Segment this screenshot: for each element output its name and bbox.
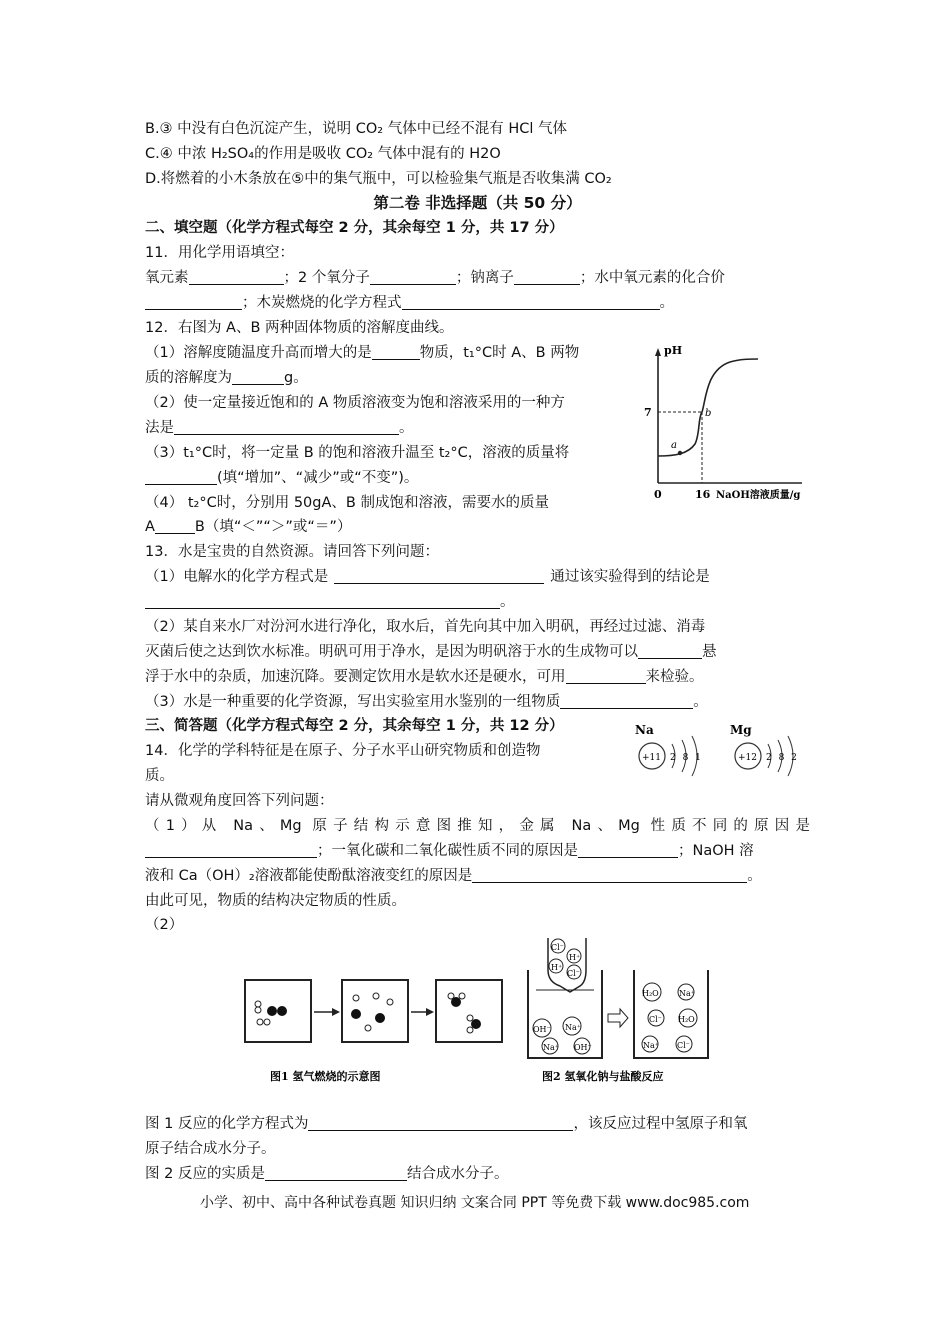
point-b-label: b	[705, 408, 712, 419]
hydrogen-atom	[353, 995, 359, 1001]
q14-part1-line3	[145, 864, 810, 888]
reaction-figures	[230, 930, 730, 1090]
hydrogen-atom	[387, 999, 393, 1005]
mg-label: Mg	[730, 723, 752, 737]
q14-text: 液和 Ca（OH）₂溶液都能使酚酞溶液变红的原因是	[145, 868, 473, 884]
q13-text: 悬	[702, 644, 717, 660]
q12-part4-line2	[145, 515, 810, 539]
answer-blank[interactable]	[232, 368, 284, 385]
q13-part2-line3	[145, 665, 810, 689]
fig-text: 图 2 反应的实质是	[145, 1166, 265, 1182]
arrow-1-head	[332, 1008, 340, 1016]
reaction-arrow	[608, 1009, 628, 1027]
answer-blank[interactable]	[145, 468, 217, 485]
fig1-caption: 图1 氢气燃烧的示意图	[270, 1070, 381, 1083]
point-a-label: a	[671, 440, 677, 451]
y-axis-label: pH	[664, 344, 683, 357]
q13-part2-line1: （2）某自来水厂对汾河水进行净化，取水后，首先向其中加入明矾，再经过过滤、消毒	[145, 619, 706, 635]
answer-blank[interactable]	[472, 866, 747, 883]
q12-text: 物质，t₁°C时 A、B 两物	[419, 345, 580, 361]
hydrogen-atom	[257, 1019, 263, 1025]
y-axis-arrow	[655, 348, 661, 356]
hydrogen-atom	[255, 1001, 261, 1007]
point-a	[678, 451, 682, 455]
atom-structure-diagrams	[630, 718, 810, 788]
ion-label: H₂O	[678, 1015, 695, 1024]
hydrogen-atom	[255, 1007, 261, 1013]
q14-text: ；NaOH 溶	[678, 843, 754, 859]
answer-blank[interactable]	[145, 841, 317, 858]
fig-text: ，该反应过程中氢原子和氧	[573, 1116, 748, 1132]
q11-line-1	[145, 266, 810, 290]
answer-blank[interactable]	[370, 268, 456, 285]
ion-label: Na⁺	[543, 1043, 559, 1052]
fig1-box-atoms	[342, 980, 408, 1042]
answer-blank[interactable]	[265, 1164, 407, 1181]
oxygen-atom	[267, 1006, 277, 1016]
q13-text: （3）水是一种重要的化学资源，写出实验室用水鉴别的一组物质	[145, 694, 561, 710]
answer-blank[interactable]	[638, 642, 702, 659]
q11-title: 11．用化学用语填空：	[145, 245, 294, 261]
answer-blank[interactable]	[308, 1114, 573, 1131]
hydrogen-atom	[264, 1019, 270, 1025]
answer-blank[interactable]	[334, 567, 544, 584]
oxygen-atom	[277, 1006, 287, 1016]
hydrogen-atom	[373, 993, 379, 999]
q14-part1-line4: 由此可见，物质的结构决定物质的性质。	[145, 893, 406, 909]
q12-part1-line1	[145, 341, 635, 365]
answer-blank[interactable]	[174, 418, 399, 435]
ion-label: H⁺	[551, 963, 563, 972]
q12-part3-line1: （3）t₁°C时，将一定量 B 的饱和溶液升温至 t₂°C，溶液的质量将	[145, 445, 570, 461]
q13-text: 。	[693, 694, 708, 710]
page-footer: 小学、初中、高中各种试卷真题 知识归纳 文案合同 PPT 等免费下载 www.doc985.com	[200, 1195, 750, 1211]
fig-text: 图 1 反应的化学方程式为	[145, 1116, 309, 1132]
answer-blank[interactable]	[155, 517, 195, 534]
na-label: Na	[635, 723, 654, 737]
q13-text: 通过该实验得到的结论是	[550, 569, 710, 585]
ion-label: H⁺	[569, 953, 581, 962]
hydrogen-atom	[448, 993, 454, 999]
q13-text: 。	[500, 594, 515, 610]
q13-text: （1）电解水的化学方程式是	[145, 569, 329, 585]
x-origin-label: 0	[654, 488, 662, 501]
fig1-question-line2: 原子结合成水分子。	[145, 1141, 276, 1157]
q12-text: 质的溶解度为	[145, 370, 232, 386]
ion-label: Cl⁻	[649, 1015, 662, 1024]
q13-title: 13．水是宝贵的自然资源。请回答下列问题：	[145, 544, 439, 560]
q13-part3	[145, 690, 810, 714]
q13-text: 灭菌后使之达到饮水标准。明矾可用于净水，是因为明矾溶于水的生成物可以	[145, 644, 638, 660]
ion-label: Na⁺	[679, 989, 695, 998]
q12-text: (填“增加”、“减少”或“不变”)。	[217, 470, 419, 486]
na-electrons: 2 8 1	[670, 753, 703, 763]
q13-text: 浮于水中的杂质，加速沉降。要测定饮用水是软水还是硬水，可用	[145, 669, 566, 685]
option-d: D.将燃着的小木条放在⑤中的集气瓶中，可以检验集气瓶是否收集满 CO₂	[145, 171, 612, 187]
ion-label: Cl⁻	[551, 943, 564, 952]
q14-part1-line2	[145, 839, 810, 863]
option-c: C.④ 中浓 H₂SO₄的作用是吸收 CO₂ 气体中混有的 H2O	[145, 146, 501, 162]
arrow-2-head	[426, 1008, 434, 1016]
hydrogen-atom	[467, 1027, 473, 1033]
q11-text: ；木炭燃烧的化学方程式	[242, 295, 402, 311]
mg-nucleus-charge: +12	[738, 753, 757, 763]
answer-blank[interactable]	[578, 841, 678, 858]
q14-line2: 质。	[145, 768, 174, 784]
ion-label: Na⁺	[565, 1023, 581, 1032]
q14-text: ；一氧化碳和二氧化碳性质不同的原因是	[317, 843, 578, 859]
q12-part2-line1: （2）使一定量接近饱和的 A 物质溶液变为饱和溶液采用的一种方	[145, 395, 565, 411]
q11-text: 。	[659, 295, 674, 311]
ion-label: H₂O	[642, 989, 659, 998]
y-tick-7: 7	[644, 406, 652, 419]
q11-text: ；钠离子	[455, 270, 514, 286]
hydrogen-atom	[365, 1025, 371, 1031]
q13-text: 来检验。	[645, 669, 704, 685]
q13-part2-line2	[145, 640, 810, 664]
fig-text: 结合成水分子。	[406, 1166, 509, 1182]
q14-part2-label: （2）	[145, 917, 184, 933]
answer-blank[interactable]	[145, 592, 500, 609]
x-axis-label: NaOH溶液质量/g	[716, 490, 801, 501]
q11-text: 氧元素	[145, 270, 189, 286]
answer-blank[interactable]	[372, 343, 420, 360]
q12-text: A	[145, 519, 155, 535]
q13-part1-line2	[145, 590, 810, 614]
part-two-title: 第二卷 非选择题（共 50 分）	[373, 194, 582, 212]
mg-electrons: 2 8 2	[766, 753, 799, 763]
fig1-question-line1	[145, 1112, 810, 1136]
fig2-question	[145, 1162, 810, 1186]
q12-part4-line1: （4） t₂°C时，分别用 50gA、B 制成饱和溶液，需要水的质量	[145, 495, 549, 511]
q14-line1: 14．化学的学科特征是在原子、分子水平山研究物质和创造物	[145, 743, 541, 759]
answer-blank[interactable]	[560, 692, 693, 709]
ph-curve-figure	[640, 340, 810, 505]
answer-blank[interactable]	[145, 293, 242, 310]
ion-label: OH⁻	[533, 1025, 551, 1034]
x-tick-16: 16	[695, 488, 711, 501]
ion-label: OH⁻	[574, 1043, 592, 1052]
ion-label: Na⁺	[643, 1041, 659, 1050]
q11-text: ；水中氧元素的化合价	[579, 270, 725, 286]
q11-text: ；2 个氧分子	[283, 270, 370, 286]
answer-blank[interactable]	[189, 268, 284, 285]
na-nucleus-charge: +11	[642, 753, 661, 763]
q12-text: B（填“＜”“＞”或“＝”）	[194, 519, 352, 535]
oxygen-atom	[375, 1013, 385, 1023]
q14-line3: 请从微观角度回答下列问题：	[145, 793, 334, 809]
q11-line-2	[145, 291, 810, 315]
q12-text: （1）溶解度随温度升高而增大的是	[145, 345, 372, 361]
option-b: B.③ 中没有白色沉淀产生，说明 CO₂ 气体中已经不混有 HCl 气体	[145, 121, 568, 137]
q12-text: 法是	[145, 420, 174, 436]
q12-text: 。	[399, 420, 414, 436]
q14-text: 。	[747, 868, 762, 884]
q13-part1-line1	[145, 565, 810, 589]
oxygen-atom	[471, 1019, 481, 1029]
fig2-caption: 图2 氢氧化钠与盐酸反应	[542, 1070, 664, 1083]
answer-blank[interactable]	[402, 293, 660, 310]
oxygen-atom	[351, 1009, 361, 1019]
answer-blank[interactable]	[566, 667, 646, 684]
answer-blank[interactable]	[514, 268, 580, 285]
ion-label: Cl⁻	[567, 969, 580, 978]
hydrogen-atom	[467, 1015, 473, 1021]
ion-label: Cl⁻	[677, 1041, 690, 1050]
hydrogen-atom	[459, 993, 465, 999]
section-three-heading: 三、简答题（化学方程式每空 2 分，其余每空 1 分，共 12 分）	[145, 718, 564, 734]
section-two-heading: 二、填空题（化学方程式每空 2 分，其余每空 1 分，共 17 分）	[145, 220, 564, 236]
q12-text: g。	[284, 370, 308, 386]
q12-title: 12．右图为 A、B 两种固体物质的溶解度曲线。	[145, 320, 454, 336]
q14-part1-line1: （1）从 Na、Mg 原子结构示意图推知，金属 Na、Mg 性质不同的原因是	[145, 818, 810, 834]
